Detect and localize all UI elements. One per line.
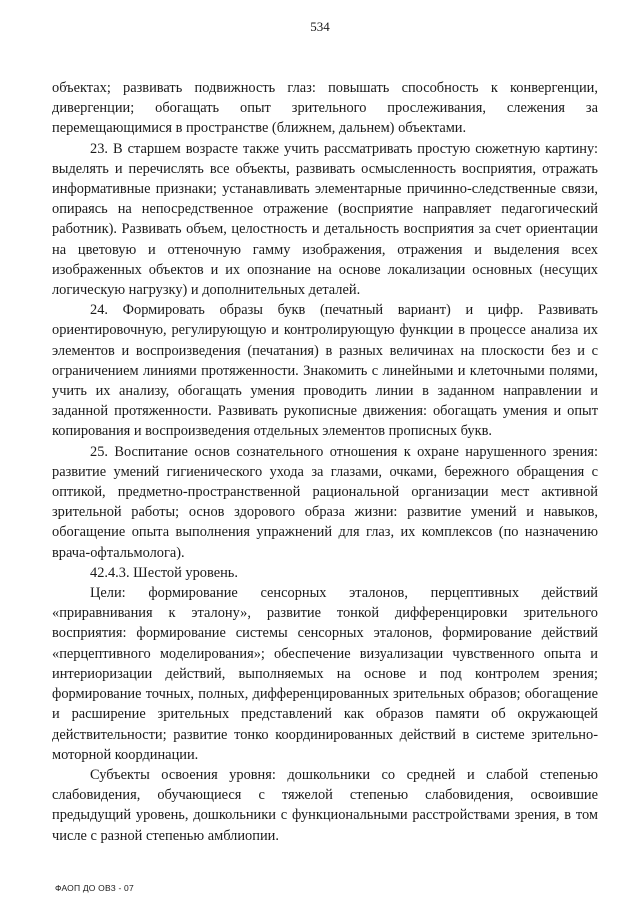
document-body [52,78,598,846]
paragraph-goals: Цели: формирование сенсорных эталонов, перцептивных действий «приравнивания к эталону», развитие тонкой дифференцировки зрительного восприятия: формирование системы сенсорных эталонов, формирование действий «перцептивного моделирования»; обеспечение визуализации чувственного опыта и интериоризации действий, выполняемых на основе и под контролем зрения; формирование точных, полных, дифференцированных зрительных образов; обогащение и расширение зрительных представлений как образов памяти об окружающей действительности; развитие тонко координированных действий в системе зрительно-моторной координации. [52,585,598,763]
footer-label: ФАОП ДО ОВЗ - 07 [55,883,134,893]
paragraph-item-25: 25. Воспитание основ сознательного отношения к охране нарушенного зрения: развитие умений гигиенического ухода за глазами, очками, бережного обращения с оптикой, предметно-пространственной рациональной организации мест активной зрительной работы; основ здорового образа жизни: развитие умений и навыков, обогащение опыта выполнения упражнений для глаз, их комплексов (по назначению врача-офтальмолога). [52,443,598,561]
paragraph-item-24: 24. Формировать образы букв (печатный вариант) и цифр. Развивать ориентировочную, регулирующую и контролирующую функции в процессе анализа их элементов и воспроизведения (печатания) в разных величинах на плоскости без и с ограничением линиями протяженности. Знакомить с линейными и клеточными полями, учить их анализу, обогащать умения проводить линии в заданном направлении и заданной протяженности. Развивать рукописные движения: обогащать умения и опыт копирования и воспроизведения отдельных элементов прописных букв. [52,302,598,440]
paragraph-continuation: объектах; развивать подвижность глаз: повышать способность к конвергенции, дивергенции; обогащать опыт зрительного прослеживания, слежения за перемещающимися в пространстве (ближнем, дальнем) объектами. [52,80,598,137]
section-heading: 42.4.3. Шестой уровень. [90,564,238,581]
paragraph-subjects: Субъекты освоения уровня: дошкольники со средней и слабой степенью слабовидения, обучающиеся с тяжелой степенью слабовидения, освоившие предыдущий уровень, дошкольники с функциональными расстройствами зрения, в том числе с разной степенью амблиопии. [52,766,598,844]
paragraph-item-23: 23. В старшем возрасте также учить рассматривать простую сюжетную картину: выделять и перечислять все объекты, развивать осмысленность восприятия, отражать информативные признаки; устанавливать элементарные причинно-следственные связи, опираясь на непосредственное отражение (восприятие направляет педагогический работник). Развивать объем, целостность и детальность восприятия за счет ориентации на цветовую и оттеночную гамму изображения, отражения и выделения всех изображенных объектов и их опознание на основе локализации основных (несущих логическую нагрузку) и дополнительных деталей. [52,140,598,299]
page-number: 534 [310,19,330,34]
